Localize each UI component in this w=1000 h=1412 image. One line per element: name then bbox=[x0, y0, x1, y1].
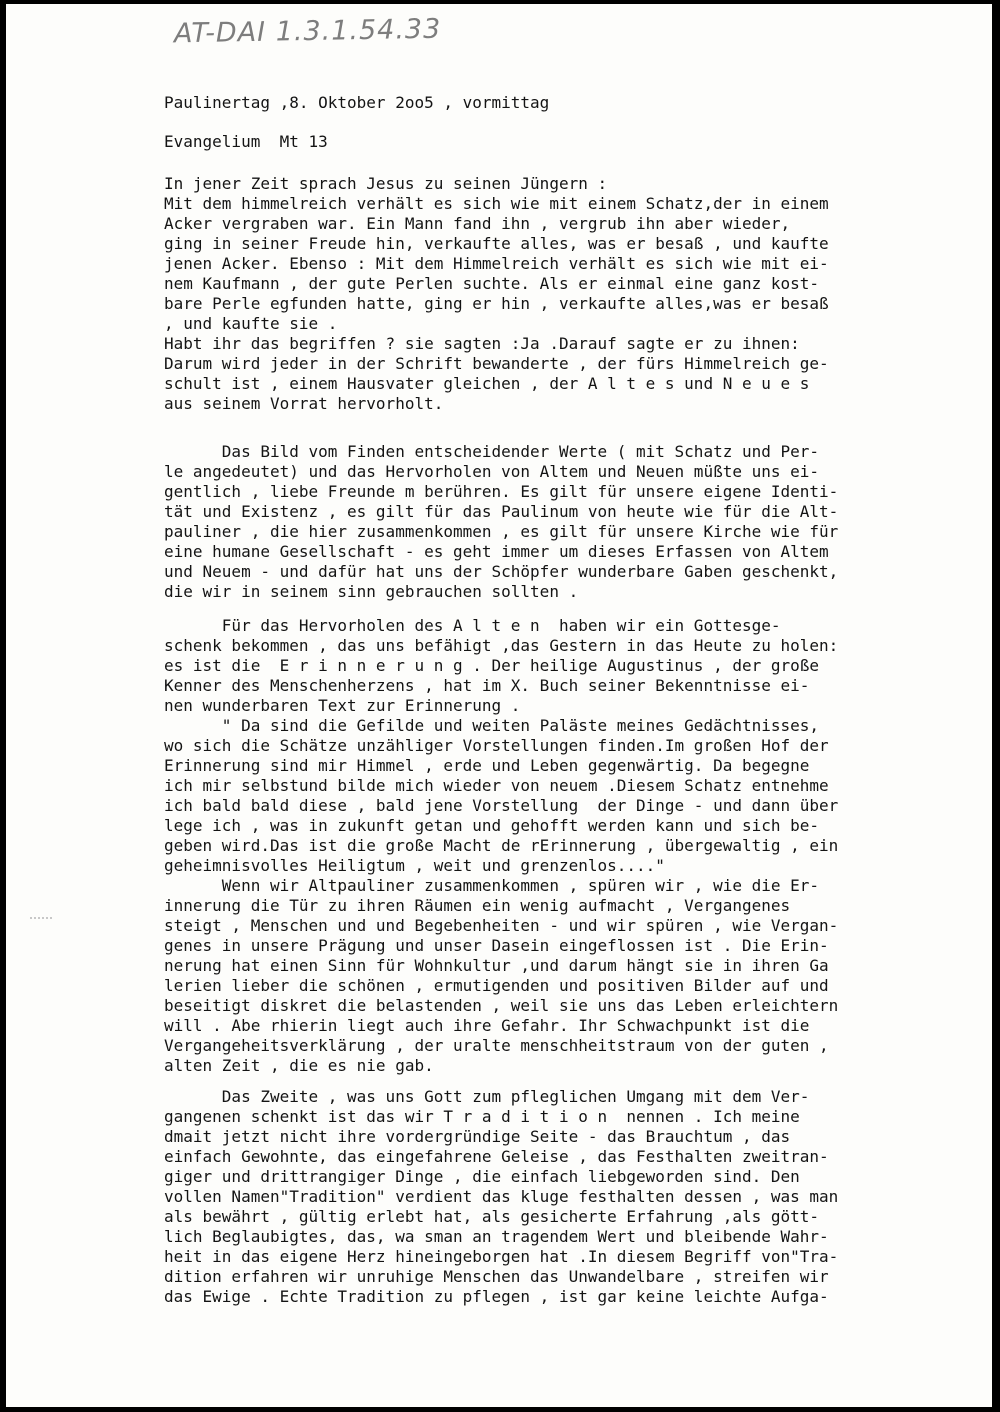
text-line: eine humane Gesellschaft - es geht immer um dieses Erfassen von Altem bbox=[164, 542, 829, 561]
text-line: heit in das eigene Herz hineingeborgen hat .In diesem Begriff von"Tra- bbox=[164, 1247, 839, 1266]
document-page bbox=[6, 4, 992, 1407]
text-line: bare Perle egfunden hatte, ging er hin , verkaufte alles,was er besaß bbox=[164, 294, 829, 313]
text-line: dition erfahren wir unruhige Menschen das Unwandelbare , streifen wir bbox=[164, 1267, 829, 1286]
text-line: , und kaufte sie . bbox=[164, 314, 338, 333]
text-line: Darum wird jeder in der Schrift bewanderte , der fürs Himmelreich ge- bbox=[164, 354, 829, 373]
text-line: die wir in seinem sinn gebrauchen sollten . bbox=[164, 582, 579, 601]
text-line: geben wird.Das ist die große Macht de rErinnerung , übergewaltig , ein bbox=[164, 836, 839, 855]
text-line: " Da sind die Gefilde und weiten Paläste meines Gedächtnisses, bbox=[164, 716, 820, 735]
text-line: schenk bekommen , das uns befähigt ,das Gestern in das Heute zu holen: bbox=[164, 636, 839, 655]
text-line: ich bald bald diese , bald jene Vorstellung der Dinge - und dann über bbox=[164, 796, 839, 815]
text-line: lich Beglaubigtes, das, wa sman an tragendem Wert und bleibende Wahr- bbox=[164, 1227, 829, 1246]
text-line: le angedeutet) und das Hervorholen von Altem und Neuen müßte uns ei- bbox=[164, 462, 820, 481]
text-line: ging in seiner Freude hin, verkaufte alles, was er besaß , und kaufte bbox=[164, 234, 829, 253]
margin-mark bbox=[30, 917, 52, 925]
text-line: gangenen schenkt ist das wir T r a d i t i o n nennen . Ich meine bbox=[164, 1107, 800, 1126]
text-line: Das Zweite , was uns Gott zum pfleglichen Umgang mit dem Ver- bbox=[164, 1087, 810, 1106]
text-line: innerung die Tür zu ihren Räumen ein wenig aufmacht , Vergangenes bbox=[164, 896, 791, 915]
text-line: lerien lieber die schönen , ermutigenden und positiven Bilder auf und bbox=[164, 976, 829, 995]
text-line: Erinnerung sind mir Himmel , erde und Leben gegenwärtig. Da begegne bbox=[164, 756, 810, 775]
paragraph-tradition bbox=[164, 1087, 838, 1307]
text-line: ich mir selbstund bilde mich wieder von neuem .Diesem Schatz entnehme bbox=[164, 776, 829, 795]
text-line: dmait jetzt nicht ihre vordergründige Seite - das Brauchtum , das bbox=[164, 1127, 791, 1146]
text-line: Das Bild vom Finden entscheidender Werte ( mit Schatz und Per- bbox=[164, 442, 820, 461]
text-line: Für das Hervorholen des A l t e n haben wir ein Gottesge- bbox=[164, 616, 781, 635]
text-line: Vergangeheitsverklärung , der uralte menschheitstraum von der guten , bbox=[164, 1036, 829, 1055]
text-line: als bewährt , gültig erlebt hat, als gesicherte Erfahrung ,als gött- bbox=[164, 1207, 820, 1226]
text-line: genes in unsere Prägung und unser Dasein eingeflossen ist . Die Erin- bbox=[164, 936, 829, 955]
gospel-reference: Evangelium Mt 13 bbox=[164, 132, 328, 151]
text-line: Kenner des Menschenherzens , hat im X. Buch seiner Bekenntnisse ei- bbox=[164, 676, 810, 695]
text-line: gentlich , liebe Freunde m berühren. Es gilt für unsere eigene Identi- bbox=[164, 482, 839, 501]
text-line: Mit dem himmelreich verhält es sich wie mit einem Schatz,der in einem bbox=[164, 194, 829, 213]
text-line: geheimnisvolles Heiligtum , weit und grenzenlos...." bbox=[164, 856, 665, 875]
text-line: lege ich , was in zukunft getan und gehofft werden kann und sich be- bbox=[164, 816, 820, 835]
text-line: steigt , Menschen und und Begebenheiten - und wir spüren , wie Vergan- bbox=[164, 916, 839, 935]
text-line: einfach Gewohnte, das eingefahrene Geleise , das Festhalten zweitran- bbox=[164, 1147, 829, 1166]
text-line: und Neuem - und dafür hat uns der Schöpfer wunderbare Gaben geschenkt, bbox=[164, 562, 839, 581]
text-line: es ist die E r i n n e r u n g . Der heilige Augustinus , der große bbox=[164, 656, 820, 675]
document-title-line: Paulinertag ,8. Oktober 2oo5 , vormittag bbox=[164, 93, 550, 112]
text-line: nem Kaufmann , der gute Perlen suchte. Als er einmal eine ganz kost- bbox=[164, 274, 820, 293]
text-line: Wenn wir Altpauliner zusammenkommen , spüren wir , wie die Er- bbox=[164, 876, 820, 895]
text-line: beseitigt diskret die belastenden , weil sie uns das Leben erleichtern bbox=[164, 996, 839, 1015]
text-line: nen wunderbaren Text zur Erinnerung . bbox=[164, 696, 521, 715]
text-line: In jener Zeit sprach Jesus zu seinen Jüngern : bbox=[164, 174, 608, 193]
gospel-reading bbox=[164, 174, 829, 414]
archive-reference-handwritten: AT-DAI 1.3.1.54.33 bbox=[173, 13, 442, 50]
paragraph-finding-values bbox=[164, 442, 838, 602]
text-line: schult ist , einem Hausvater gleichen , der A l t e s und N e u e s bbox=[164, 374, 810, 393]
text-line: das Ewige . Echte Tradition zu pflegen , ist gar keine leichte Aufga- bbox=[164, 1287, 829, 1306]
text-line: tät und Existenz , es gilt für das Paulinum von heute wie für die Alt- bbox=[164, 502, 839, 521]
text-line: nerung hat einen Sinn für Wohnkultur ,und darum hängt sie in ihren Ga bbox=[164, 956, 829, 975]
text-line: jenen Acker. Ebenso : Mit dem Himmelreich verhält es sich wie mit ei- bbox=[164, 254, 829, 273]
text-line: aus seinem Vorrat hervorholt. bbox=[164, 394, 444, 413]
text-line: Acker vergraben war. Ein Mann fand ihn , vergrub ihn aber wieder, bbox=[164, 214, 791, 233]
text-line: alten Zeit , die es nie gab. bbox=[164, 1056, 434, 1075]
text-line: will . Abe rhierin liegt auch ihre Gefahr. Ihr Schwachpunkt ist die bbox=[164, 1016, 810, 1035]
text-line: wo sich die Schätze unzähliger Vorstellungen finden.Im großen Hof der bbox=[164, 736, 829, 755]
text-line: Habt ihr das begriffen ? sie sagten :Ja .Darauf sagte er zu ihnen: bbox=[164, 334, 800, 353]
text-line: pauliner , die hier zusammenkommen , es gilt für unsere Kirche wie für bbox=[164, 522, 839, 541]
text-line: giger und drittrangiger Dinge , die einfach liebgeworden sind. Den bbox=[164, 1167, 800, 1186]
text-line: vollen Namen"Tradition" verdient das kluge festhalten dessen , was man bbox=[164, 1187, 839, 1206]
paragraph-memory bbox=[164, 616, 838, 1076]
